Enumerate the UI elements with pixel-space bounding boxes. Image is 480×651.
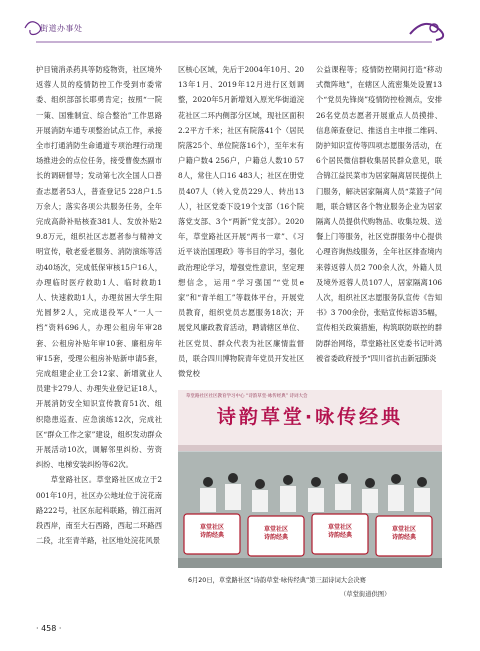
section-title: 街道办事处 (40, 24, 83, 33)
sign-label: 草堂社区 诗韵经典 (263, 526, 288, 541)
page-number: · 458 · (36, 624, 62, 633)
banner-title: 诗韵草堂·咏传经典 (216, 406, 404, 428)
text-column-1 (36, 62, 162, 618)
banner-subtitle: 草堂路社区社区教育学习中心 “诗韵草堂·咏传经典” 诗词大会 (186, 394, 308, 399)
paragraph: 护目镜消杀药具等防疫物资，社区境外返蓉人员的疫情防控工作受到市委常委、组织部部长耶勇肯定；按照“一院一策、国雅制宜、综合整治”工作思路开展消防车通专项整治试点工作，承接全市打通消防生命通道专项治理行动现场推进会的点位任务，接受曹俊杰副市长的调研督导；发动第七次全国人口普查志愿者53人，普查登记5 228户1.5万余人；落实各项公共服务任务，全年完成高龄补贴核查381人、发放补贴29.8万元，组织社区志愿者参与精神文明宣传，敬老爱老服务、消防演练等活动40场次，完成低保审核15户16人，办理临时医疗救助1人、临时救助1人、快速救助1人，办理贫困大学生阳光圆梦2人，完成退役军人“一人一档”资料696人，办理公租房年审28套、公租房补贴年审10套、廉租房年审15套，受理公租房补贴新申请5套，完成组建企业工会12家、新增就业人员建卡279人、办理失业登记证18人，开展消防安全知识宣传教育51次、组织隐患巡查、应急演练12次，完成社区“群众工作之家”建设，组织发动群众开展活动10次，调解邻里纠纷、劳资纠纷、电梯安装纠纷等62次。 (36, 65, 162, 470)
text-column-2 (178, 62, 304, 382)
event-photo (178, 390, 442, 568)
paragraph: 草堂路社区。草堂路社区成立于2001年10月，社区办公地址位于浣花南路222号，社区东起科联路，锦江南河段西岸，南至大石西路，西起二环路西二段，北至青羊路，社区地处浣花风景 (36, 475, 162, 546)
page-header (0, 0, 480, 46)
photo-credit: （草堂街道供图） (340, 591, 391, 598)
sign-label: 草堂社区 诗韵经典 (391, 526, 416, 541)
paragraph: 区核心区域，先后于2004年10月、2013年1月、2019年12月进行区划调整，2020年5月新增划入原光华街道浣花社区二环内侧部分区域，现社区面积2.2平方千米；社区有院落41个（居民院落25个、单位院落16个），至年末有户籍户数4 256户，户籍总人数10 578人，常住人口16 483人；社区在册党员407人（转入党员229人、转出13人），社区党委下设19个支部（16个院落党支部、3个“两新”党支部）。2020年，草堂路社区开展“两书一章”、《习近平谈治国理政》等书目的学习，强化政治理论学习，增强党性意识，坚定理想信念，运用“学习强国”“党员e家”和“青羊组工”等载体平台，开展党员教育，组织党员志愿服务18次；开展党风廉政教育活动，聘请辖区单位、社区党员、群众代表为社区廉情监督员，联合四川博物院青年党员开发社区微党校 (178, 65, 304, 379)
sign-label: 草堂社区 诗韵经典 (199, 524, 224, 539)
photo-caption: 6月20日，草堂路社区“诗韵草堂·咏传经典”第三届诗词大会决赛 (188, 577, 366, 584)
text-column-3 (316, 62, 442, 382)
paragraph: 公益课程等；疫情防控期间打造“移动式微阵地”，在辖区人流密集处设置13个“党员先锋岗”疫情防控检测点，安排26名党员志愿者开展重点人员摸排、信息筛查登记、推送自主申报二维码、防护知识宣传等四项志愿服务活动，在6个居民微信群收集居民群众意见，联合锦江益民菜市为居家隔离居民提供上门服务，解决居家隔离人员“菜篮子”问题，联合辖区各个物业服务企业为居家隔离人员提供代购物品、收集垃圾、送餐上门等服务，社区党群服务中心提供心理咨询热线服务，全年社区排查境内来蓉返蓉人员2 700余人次，外籍人员及境外返蓉人员107人，居家隔离106人次，组织社区志愿服务队宣传《告知书》3 700余份，张贴宣传标语35幅，宣传相关政策措施，构筑联防联控的群防群治网络，草堂路社区党委书记叶鸿被省委政府授予“四川省抗击新冠肺炎 (316, 65, 442, 363)
sign-label: 草堂社区 诗韵经典 (327, 524, 352, 539)
